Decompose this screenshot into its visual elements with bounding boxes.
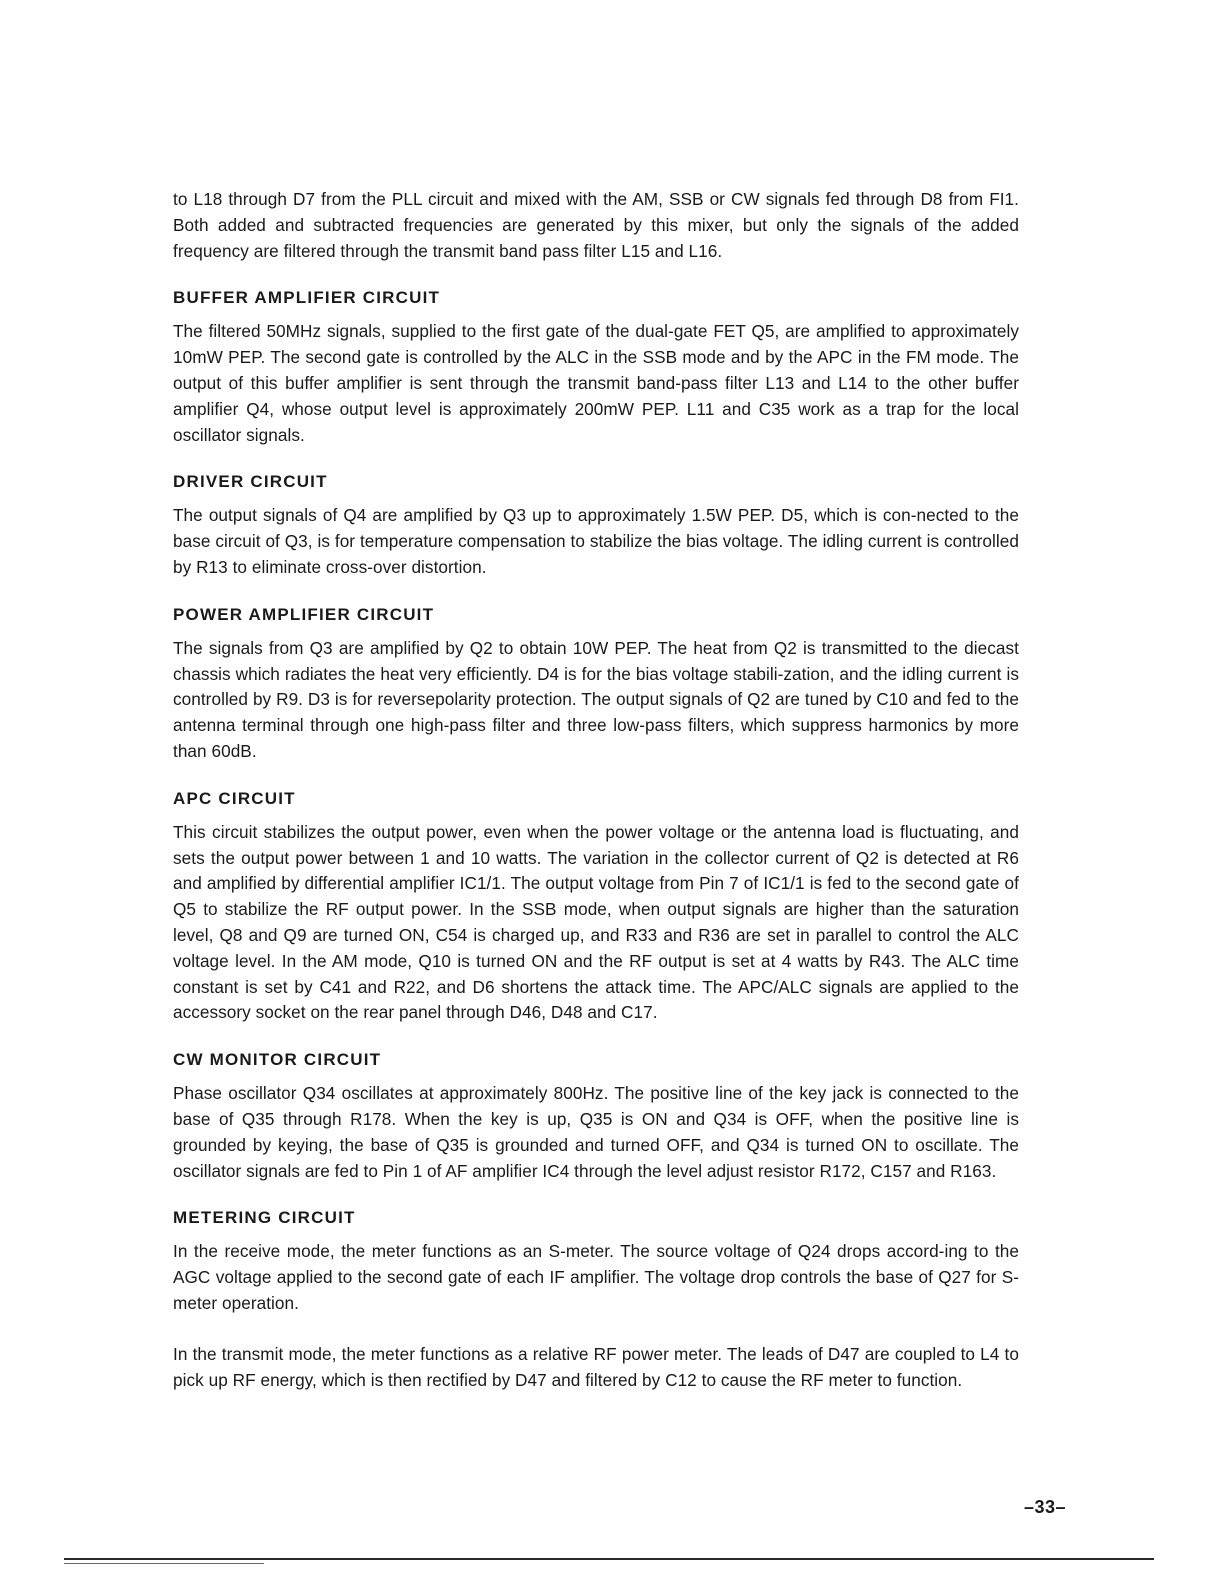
page-number: –33– (1023, 1497, 1066, 1517)
section-paragraph: In the receive mode, the meter functions as an S-meter. The source voltage of Q24 drops accord-ing to the AGC voltage applied to the second gate of each IF amplifier. The voltage drop controls the base of Q27 for S-meter operation. (173, 1241, 1019, 1313)
section-heading: POWER AMPLIFIER CIRCUIT (173, 604, 435, 624)
section-buffer-amplifier (173, 286, 1019, 448)
section-paragraph: The output signals of Q4 are amplified by Q3 up to approximately 1.5W PEP. D5, which is con-nected to the base circuit of Q3, is for temperature compensation to stabilize the bias voltage. The idling current is controlled by R13 to eliminate cross-over distortion. (173, 505, 1019, 577)
section-metering (173, 1206, 1019, 1393)
section-paragraph: The filtered 50MHz signals, supplied to the first gate of the dual-gate FET Q5, are amplified to approximately 10mW PEP. The second gate is controlled by the ALC in the SSB mode and by the APC in the FM mode. The output of this buffer amplifier is sent through the transmit band-pass filter L13 and L14 to the other buffer amplifier Q4, whose output level is approximately 200mW PEP. L11 and C35 work as a trap for the local oscillator signals. (173, 321, 1019, 445)
bottom-rule-accent (64, 1563, 264, 1564)
section-paragraph: In the transmit mode, the meter functions as a relative RF power meter. The leads of D47 are coupled to L4 to pick up RF energy, which is then rectified by D47 and filtered by C12 to cause the RF meter to function. (173, 1343, 1019, 1390)
intro-paragraph: to L18 through D7 from the PLL circuit and mixed with the AM, SSB or CW signals fed through D8 from FI1. Both added and subtracted frequencies are generated by this mixer, but only the signals of the added frequency are filtered through the transmit band pass filter L15 and L16. (173, 189, 1019, 261)
section-heading: APC CIRCUIT (173, 788, 296, 808)
section-cw-monitor (173, 1048, 1019, 1184)
document-body (173, 187, 1019, 1393)
section-driver (173, 470, 1019, 580)
bottom-rule (64, 1558, 1154, 1560)
section-heading: DRIVER CIRCUIT (173, 472, 328, 492)
section-heading: CW MONITOR CIRCUIT (173, 1050, 382, 1070)
section-paragraph: This circuit stabilizes the output power, even when the power voltage or the antenna load is fluctuating, and sets the output power between 1 and 10 watts. The variation in the collector current of Q2 is detected at R6 and amplified by differential amplifier IC1/1. The output voltage from Pin 7 of IC1/1 is fed to the second gate of Q5 to stabilize the RF output power. In the SSB mode, when output signals are higher than the saturation level, Q8 and Q9 are turned ON, C54 is charged up, and R33 and R36 are set in parallel to control the ALC voltage level. In the AM mode, Q10 is turned ON and the RF output is set at 4 watts by R43. The ALC time constant is set by C41 and R22, and D6 shortens the attack time. The APC/ALC signals are applied to the accessory socket on the rear panel through D46, D48 and C17. (173, 821, 1019, 1023)
section-paragraph: The signals from Q3 are amplified by Q2 to obtain 10W PEP. The heat from Q2 is transmitted to the diecast chassis which radiates the heat very efficiently. D4 is for the bias voltage stabili-zation, and the idling current is controlled by R9. D3 is for reversepolarity protection. The output signals of Q2 are tuned by C10 and fed to the antenna terminal through one high-pass filter and three low-pass filters, which suppress harmonics by more than 60dB. (173, 637, 1019, 761)
section-apc (173, 787, 1019, 1026)
section-heading: METERING CIRCUIT (173, 1208, 356, 1228)
section-paragraph: Phase oscillator Q34 oscillates at approximately 800Hz. The positive line of the key jack is connected to the base of Q35 through R178. When the key is up, Q35 is ON and Q34 is OFF, when the positive line is grounded by keying, the base of Q35 is grounded and turned OFF, and Q34 is turned ON to oscillate. The oscillator signals are fed to Pin 1 of AF amplifier IC4 through the level adjust resistor R172, C157 and R163. (173, 1083, 1019, 1181)
section-power-amplifier (173, 603, 1019, 765)
section-heading: BUFFER AMPLIFIER CIRCUIT (173, 288, 441, 308)
